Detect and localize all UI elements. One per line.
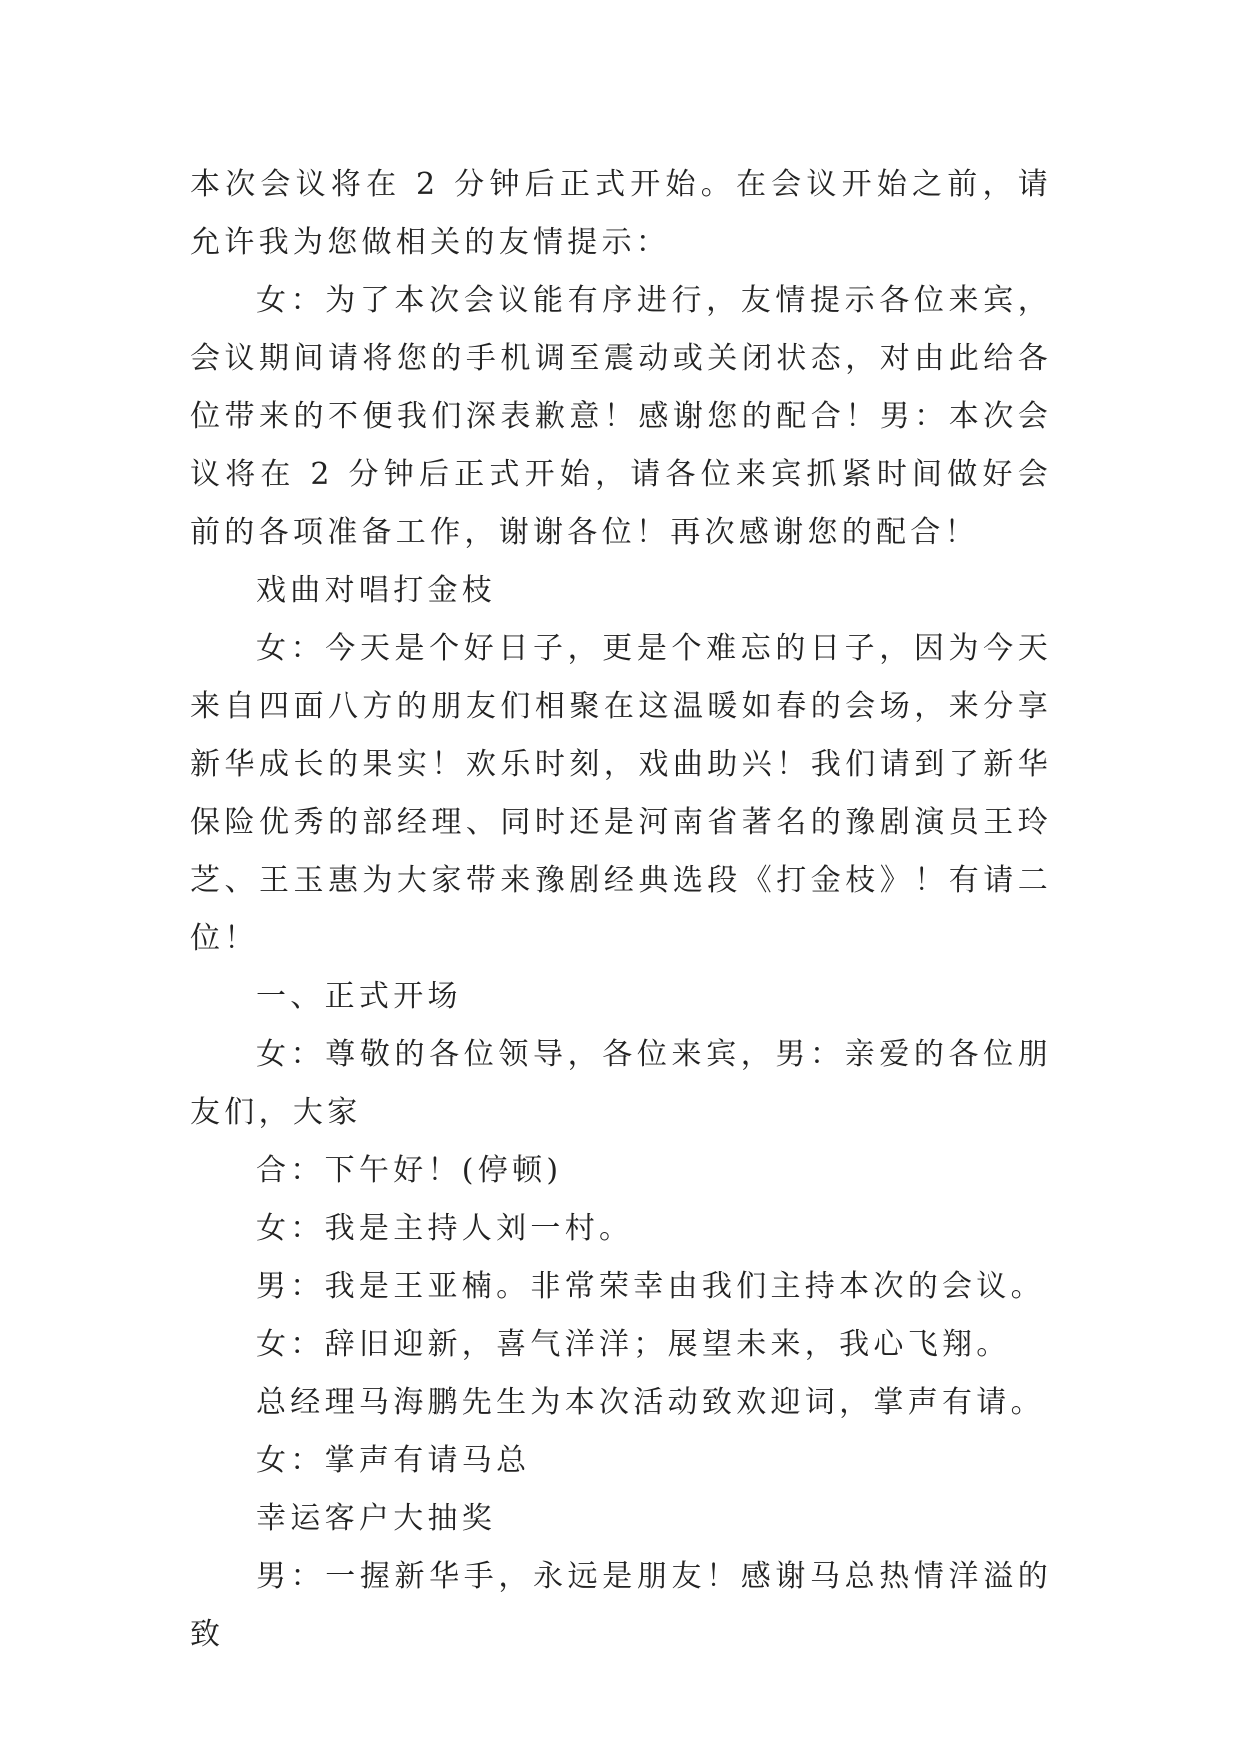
paragraph-reminder: 女：为了本次会议能有序进行，友情提示各位来宾，会议期间请将您的手机调至震动或关闭状态，对由此给各位带来的不便我们深表歉意！感谢您的配合！男：本次会议将在 2 分钟后正式开始，请各位来宾抓紧时间做好会前的各项准备工作，谢谢各位！再次感谢您的配合！ [190,283,1052,550]
paragraph-opening-notice: 本次会议将在 2 分钟后正式开始。在会议开始之前，请允许我为您做相关的友情提示： [190,167,1052,260]
paragraph-together: 合：下午好！(停顿) [256,1153,563,1188]
paragraph-greeting: 女：尊敬的各位领导，各位来宾，男：亲爱的各位朋友们，大家 [190,1037,1052,1130]
paragraph-new-year: 女：辞旧迎新，喜气洋洋；展望未来，我心飞翔。 [256,1327,1011,1362]
document-body [190,156,1052,1664]
paragraph-opera-intro: 女：今天是个好日子，更是个难忘的日子，因为今天来自四面八方的朋友们相聚在这温暖如春的会场，来分享新华成长的果实！欢乐时刻，戏曲助兴！我们请到了新华保险优秀的部经理、同时还是河南省著名的豫剧演员王玲芝、王玉惠为大家带来豫剧经典选段《打金枝》！有请二位！ [190,631,1052,956]
paragraph-lottery-heading: 幸运客户大抽奖 [256,1501,497,1536]
paragraph-applause: 女：掌声有请马总 [256,1443,531,1478]
paragraph-host-female: 女：我是主持人刘一村。 [256,1211,634,1246]
paragraph-opera-title: 戏曲对唱打金枝 [256,573,497,608]
paragraph-closing: 男：一握新华手，永远是朋友！感谢马总热情洋溢的致 [190,1559,1052,1652]
paragraph-section-heading: 一、正式开场 [256,979,462,1014]
paragraph-host-male: 男：我是王亚楠。非常荣幸由我们主持本次的会议。 [256,1269,1045,1304]
paragraph-welcome-speech: 总经理马海鹏先生为本次活动致欢迎词，掌声有请。 [256,1385,1045,1420]
